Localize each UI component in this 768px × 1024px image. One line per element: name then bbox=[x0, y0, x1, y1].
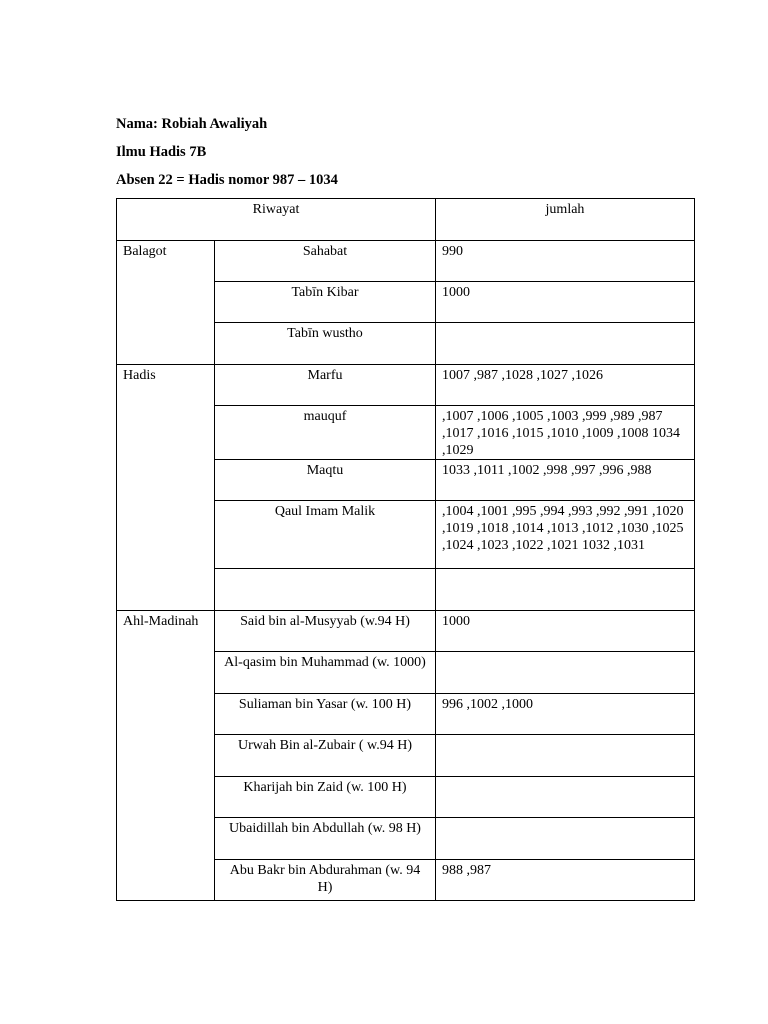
sub-cell bbox=[215, 460, 436, 501]
sub-cell bbox=[215, 323, 436, 365]
sub-cell bbox=[215, 777, 436, 818]
riwayat-table bbox=[116, 198, 695, 901]
value-cell bbox=[436, 501, 695, 569]
sub-label: mauquf bbox=[303, 409, 347, 424]
value-text: 988 ,987 bbox=[442, 863, 491, 878]
value-text: 990 bbox=[442, 244, 463, 259]
value-cell bbox=[436, 323, 695, 365]
group-cell-hadis bbox=[117, 365, 215, 611]
value-text bbox=[436, 652, 694, 654]
group-label: Ahl-Madinah bbox=[123, 614, 199, 629]
value-text: 1007 ,987 ,1028 ,1027 ,1026 bbox=[442, 368, 603, 383]
sub-cell bbox=[215, 241, 436, 282]
group-label: Balagot bbox=[123, 244, 167, 259]
sub-cell bbox=[215, 818, 436, 860]
sub-cell bbox=[215, 406, 436, 460]
value-cell bbox=[436, 818, 695, 860]
value-text bbox=[436, 569, 694, 571]
header-cell-jumlah bbox=[436, 199, 695, 241]
group-cell-balagot bbox=[117, 241, 215, 365]
sub-cell bbox=[215, 501, 436, 569]
value-text: ,1004 ,1001 ,995 ,994 ,993 ,992 ,991 ,1020 ,1019 ,1018 ,1014 ,1013 ,1012 ,1030 ,1025 ,1024 ,1023 ,1022 ,1021 1032 ,1031 bbox=[442, 504, 684, 553]
value-cell bbox=[436, 860, 695, 901]
sub-label: Marfu bbox=[307, 368, 343, 383]
sub-label: Urwah Bin al-Zubair ( w.94 H) bbox=[237, 738, 413, 753]
value-text: 1033 ,1011 ,1002 ,998 ,997 ,996 ,988 bbox=[442, 463, 652, 478]
sub-cell bbox=[215, 860, 436, 901]
sub-label: Al-qasim bin Muhammad (w. 1000) bbox=[224, 655, 426, 670]
sub-label: Qaul Imam Malik bbox=[274, 504, 376, 519]
value-cell bbox=[436, 406, 695, 460]
table-row bbox=[117, 365, 695, 406]
value-text bbox=[436, 735, 694, 737]
header-riwayat-label: Riwayat bbox=[252, 202, 300, 217]
value-cell bbox=[436, 735, 695, 777]
sub-label: Sahabat bbox=[302, 244, 348, 259]
course-title: Ilmu Hadis 7B bbox=[116, 144, 207, 160]
value-text: 1000 bbox=[442, 285, 470, 300]
header-cell-riwayat bbox=[117, 199, 436, 241]
value-cell bbox=[436, 282, 695, 323]
value-text bbox=[436, 777, 694, 779]
value-cell bbox=[436, 777, 695, 818]
value-text: 996 ,1002 ,1000 bbox=[442, 697, 533, 712]
value-cell bbox=[436, 611, 695, 652]
sub-label: Said bin al-Musyyab (w.94 H) bbox=[240, 614, 410, 629]
sub-label: Tabīn Kibar bbox=[291, 285, 359, 300]
sub-cell bbox=[215, 611, 436, 652]
sub-label: Tabīn wustho bbox=[287, 326, 363, 341]
sub-cell bbox=[215, 365, 436, 406]
sub-label: Maqtu bbox=[306, 463, 344, 478]
value-cell bbox=[436, 652, 695, 694]
sub-label: Abu Bakr bin Abdurahman (w. 94 H) bbox=[229, 863, 421, 895]
value-cell bbox=[436, 241, 695, 282]
table-header-row bbox=[117, 199, 695, 241]
sub-label: Kharijah bin Zaid (w. 100 H) bbox=[243, 780, 407, 795]
absen-line: Absen 22 = Hadis nomor 987 – 1034 bbox=[116, 172, 338, 188]
sub-label: Ubaidillah bin Abdullah (w. 98 H) bbox=[229, 821, 421, 836]
value-text: 1000 bbox=[442, 614, 470, 629]
value-text: ,1007 ,1006 ,1005 ,1003 ,999 ,989 ,987 ,1017 ,1016 ,1015 ,1010 ,1009 ,1008 1034 ,1029 bbox=[442, 409, 680, 458]
header-jumlah-label: jumlah bbox=[545, 202, 585, 217]
sub-cell bbox=[215, 694, 436, 735]
student-name: Nama: Robiah Awaliyah bbox=[116, 116, 268, 132]
sub-cell bbox=[215, 282, 436, 323]
sub-label: Suliaman bin Yasar (w. 100 H) bbox=[238, 697, 412, 712]
value-cell bbox=[436, 365, 695, 406]
value-cell bbox=[436, 460, 695, 501]
sub-cell bbox=[215, 652, 436, 694]
value-cell bbox=[436, 569, 695, 611]
sub-cell bbox=[215, 569, 436, 611]
sub-label bbox=[215, 569, 435, 571]
sub-cell bbox=[215, 735, 436, 777]
table-row bbox=[117, 611, 695, 652]
value-text bbox=[436, 818, 694, 820]
value-cell bbox=[436, 694, 695, 735]
value-text bbox=[436, 323, 694, 325]
group-cell-ahl-madinah bbox=[117, 611, 215, 901]
table-row bbox=[117, 241, 695, 282]
group-label: Hadis bbox=[123, 368, 156, 383]
